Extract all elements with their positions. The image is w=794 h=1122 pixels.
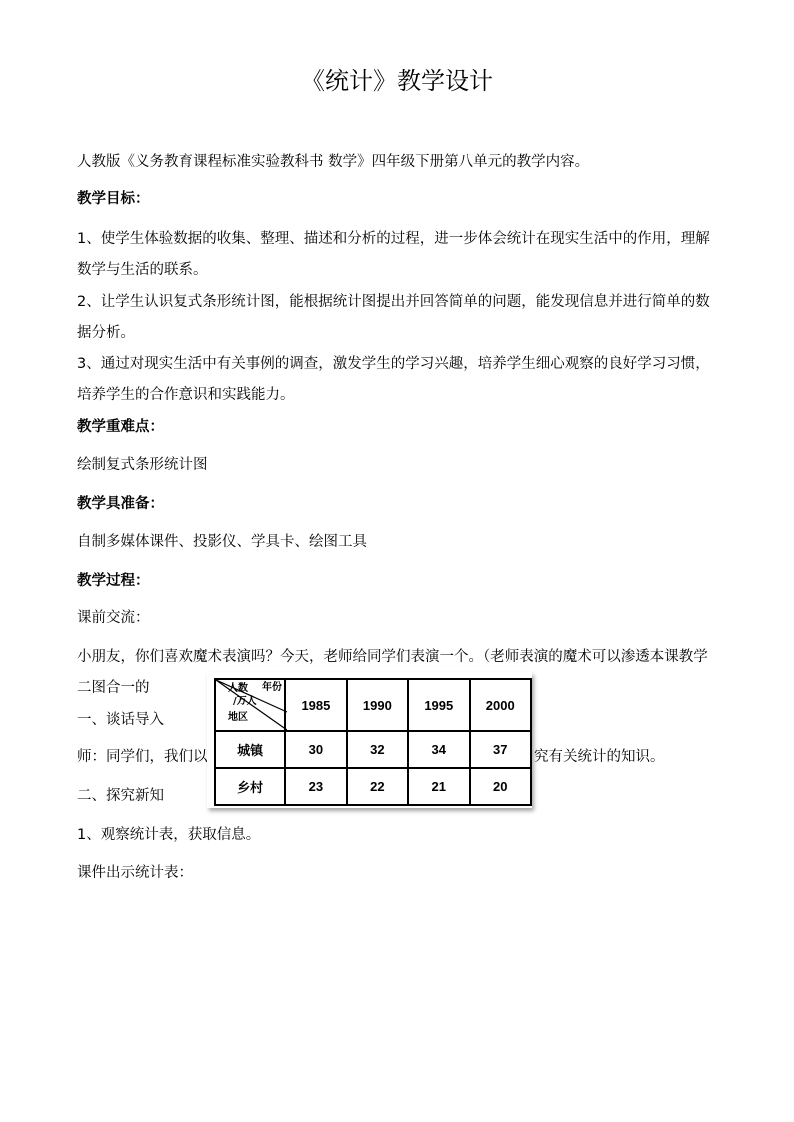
region-cell-urban: 城镇 <box>215 731 285 768</box>
value-cell: 23 <box>285 768 346 805</box>
year-header-1995: 1995 <box>408 679 469 731</box>
value-cell: 37 <box>470 731 532 768</box>
corner-people-label: 人数 <box>228 683 248 694</box>
section-intro-heading: 一、谈话导入 <box>77 712 164 728</box>
region-cell-rural: 乡村 <box>215 768 285 805</box>
goal-item-2: 2、让学生认识复式条形统计图，能根据统计图提出并回答简单的问题，能发现信息并进行简单的数据分析。 <box>77 294 710 341</box>
key-points-heading: 教学重难点： <box>77 419 164 435</box>
corner-region-label: 地区 <box>228 712 248 723</box>
table-corner-cell <box>215 679 285 731</box>
year-header-2000: 2000 <box>470 679 532 731</box>
step-observe-table: 1、观察统计表，获取信息。 <box>77 827 261 843</box>
goals-heading: 教学目标： <box>77 191 150 207</box>
table-row-urban <box>215 731 531 768</box>
value-cell: 34 <box>408 731 469 768</box>
courseware-label: 课件出示统计表： <box>77 865 193 881</box>
value-cell: 21 <box>408 768 469 805</box>
magic-paragraph: 小朋友，你们喜欢魔术表演吗？今天，老师给同学们表演一个。（老师表演的魔术可以渗透本课教学二图合一的 <box>77 649 708 696</box>
year-header-1990: 1990 <box>347 679 408 731</box>
prep-text: 自制多媒体课件、投影仪、学具卡、绘图工具 <box>77 534 367 550</box>
teacher-line-end: 究有关统计的知识。 <box>534 749 665 765</box>
goal-item-1: 1、使学生体验数据的收集、整理、描述和分析的过程，进一步体会统计在现实生活中的作用，理解数学与生活的联系。 <box>77 231 710 278</box>
section-explore-heading: 二、探究新知 <box>77 788 164 804</box>
table-row-rural <box>215 768 531 805</box>
pre-class-label: 课前交流： <box>77 610 150 626</box>
year-header-1985: 1985 <box>285 679 346 731</box>
goal-item-3: 3、通过对现实生活中有关事例的调查，激发学生的学习兴趣，培养学生细心观察的良好学习习惯，培养学生的合作意识和实践能力。 <box>77 356 710 403</box>
key-points-text: 绘制复式条形统计图 <box>77 457 208 473</box>
process-heading: 教学过程： <box>77 573 150 589</box>
value-cell: 30 <box>285 731 346 768</box>
teacher-line-start: 师：同学们，我们以 <box>77 749 208 765</box>
statistics-table-image <box>207 672 532 808</box>
value-cell: 22 <box>347 768 408 805</box>
intro-paragraph: 人教版《义务教育课程标准实验教科书 数学》四年级下册第八单元的教学内容。 <box>77 154 590 170</box>
corner-year-label: 年份 <box>262 682 282 693</box>
table-header-row <box>215 679 531 731</box>
statistics-table <box>214 678 532 806</box>
corner-unit-label: /万人 <box>233 696 257 707</box>
value-cell: 32 <box>347 731 408 768</box>
document-title: 《统计》教学设计 <box>301 67 493 95</box>
value-cell: 20 <box>470 768 532 805</box>
prep-heading: 教学具准备： <box>77 496 164 512</box>
